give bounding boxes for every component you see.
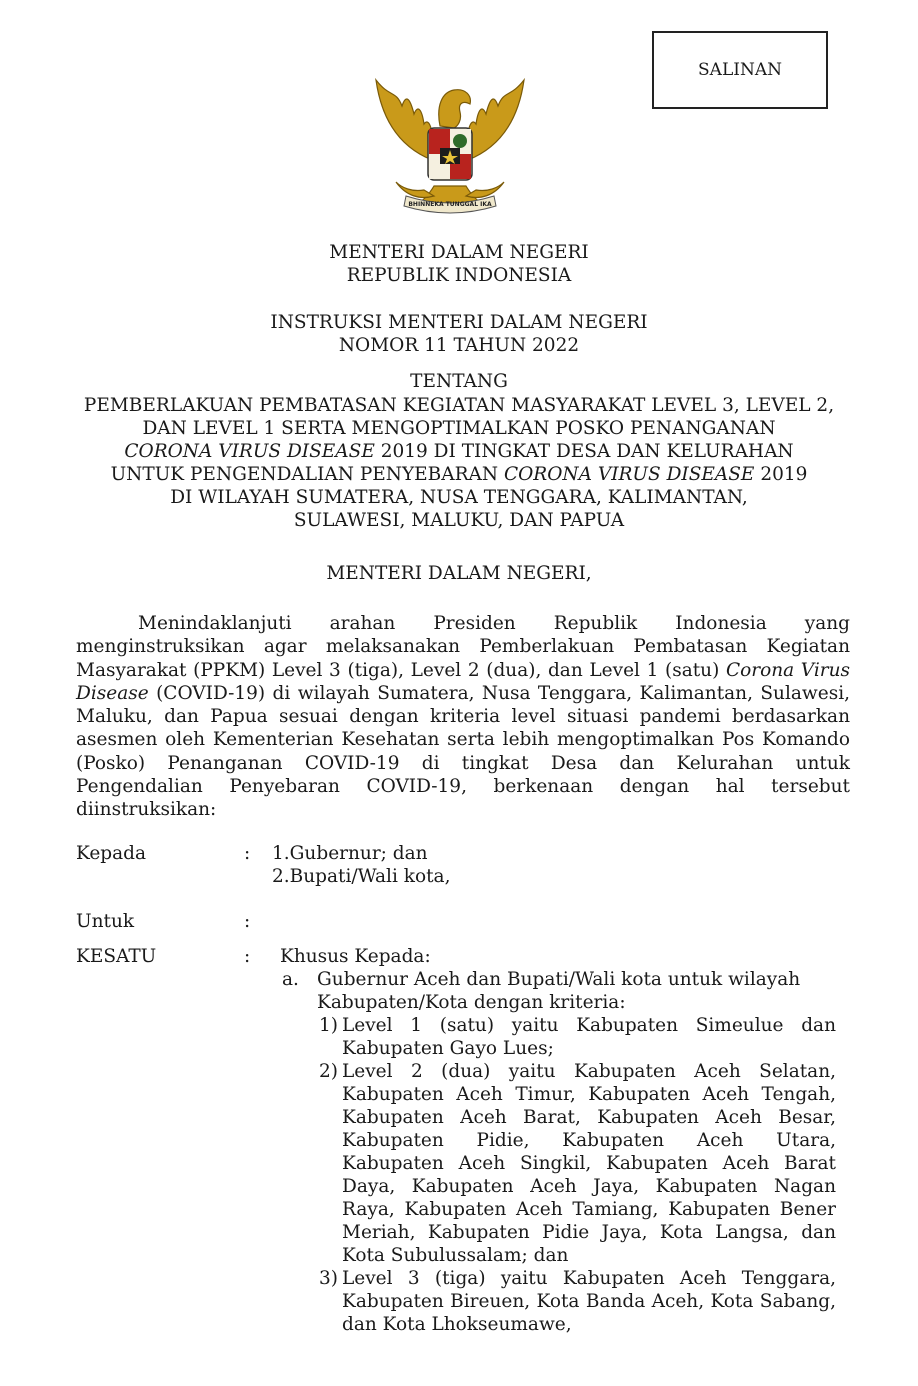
intro-part-1: Menindaklanjuti arahan Presiden Republik Indonesia yang menginstruksikan agar melaksanakan Pemberlakuan Pembatasan Kegiatan Masyarakat (PPKM) Level 3 (tiga), Level 2 (dua), dan Level 1 (satu) — [76, 613, 850, 681]
kesatu-label: KESATU — [76, 946, 157, 967]
tentang-label: TENTANG — [410, 371, 508, 392]
kepada-item-1-num: 1. — [272, 843, 290, 864]
untuk-colon: : — [244, 911, 251, 932]
kepada-colon: : — [244, 843, 251, 864]
republic-title: REPUBLIK INDONESIA — [346, 265, 572, 286]
intro-paragraph — [76, 612, 850, 822]
level-1-text: Level 1 (satu) yaitu Kabupaten Simeulue dan Kabupaten Gayo Lues; — [342, 1015, 836, 1059]
kepada-item-2 — [272, 865, 450, 888]
title-line-4-start: UNTUK PENGENDALIAN PENYEBARAN — [110, 464, 504, 485]
title-line-3-rest: 2019 DI TINGKAT DESA DAN KELURAHAN — [374, 441, 794, 462]
title-line-1: PEMBERLAKUAN PEMBATASAN KEGIATAN MASYARAKAT LEVEL 3, LEVEL 2, — [83, 395, 835, 416]
title-line-4 — [0, 463, 918, 486]
salinan-label: SALINAN — [698, 60, 782, 80]
minister-title: MENTERI DALAM NEGERI — [329, 242, 589, 263]
title-line-3 — [0, 440, 918, 463]
intro-part-2: (COVID-19) di wilayah Sumatera, Nusa Tenggara, Kalimantan, Sulawesi, Maluku, dan Papua sesuai dengan kriteria level situasi pandemi berdasarkan asesmen oleh Kementerian Kesehatan serta lebih mengoptimalkan Pos Komando (Posko) Penanganan COVID-19 di tingkat Desa dan Kelurahan untuk Pengendalian Penyebaran COVID-19, berkenaan dengan hal tersebut diinstruksikan: — [76, 682, 850, 821]
title-line-4-end: 2019 — [754, 464, 808, 485]
item-a-line-2: Kabupaten/Kota dengan kriteria: — [317, 992, 626, 1013]
title-italic-disease: CORONA VIRUS DISEASE — [124, 441, 375, 462]
level-2-text: Level 2 (dua) yaitu Kabupaten Aceh Selatan, Kabupaten Aceh Timur, Kabupaten Aceh Tengah, Kabupaten Aceh Barat, Kabupaten Aceh Besar, Kabupaten Pidie, Kabupaten Aceh Utara, Kabupaten Aceh Singkil, Kabupaten Aceh Barat Daya, Kabupaten Aceh Jaya, Kabupaten Nagan Raya, Kabupaten Aceh Tamiang, Kabupaten Bener Meriah, Kabupaten Pidie Jaya, Kota Langsa, dan Kota Subulussalam; dan — [342, 1061, 836, 1266]
title-line-5: DI WILAYAH SUMATERA, NUSA TENGGARA, KALIMANTAN, — [170, 487, 748, 508]
untuk-label: Untuk — [76, 911, 135, 932]
intro-italic-disease: Corona Virus Disease — [76, 659, 850, 704]
title-line-4-italic: CORONA VIRUS DISEASE — [503, 464, 755, 485]
kepada-item-2-num: 2. — [272, 866, 290, 887]
kepada-item-2-text: Bupati/Wali kota, — [289, 866, 451, 887]
item-a-marker: a. — [282, 969, 299, 990]
salinan-stamp — [652, 31, 828, 109]
garuda-emblem-icon — [362, 68, 538, 218]
instruction-title: INSTRUKSI MENTERI DALAM NEGERI — [270, 312, 648, 333]
kesatu-heading: Khusus Kepada: — [280, 946, 431, 967]
svg-text:BHINNEKA TUNGGAL IKA: BHINNEKA TUNGGAL IKA — [408, 201, 492, 208]
kepada-item-1 — [272, 842, 428, 865]
level-3-marker: 3) — [319, 1268, 338, 1289]
kepada-label: Kepada — [76, 843, 147, 864]
title-line-6: SULAWESI, MALUKU, DAN PAPUA — [293, 510, 625, 531]
item-a-line-1: Gubernur Aceh dan Bupati/Wali kota untuk wilayah — [317, 969, 801, 990]
level-1-marker: 1) — [319, 1015, 338, 1036]
level-3-text: Level 3 (tiga) yaitu Kabupaten Aceh Tenggara, Kabupaten Bireuen, Kota Banda Aceh, Kota Sabang, dan Kota Lhokseumawe, — [342, 1268, 836, 1335]
minister-signoff: MENTERI DALAM NEGERI, — [326, 563, 592, 584]
title-line-2: DAN LEVEL 1 SERTA MENGOPTIMALKAN POSKO PENANGANAN — [142, 418, 776, 439]
level-2-marker: 2) — [319, 1061, 338, 1082]
kepada-item-1-text: Gubernur; dan — [289, 843, 428, 864]
instruction-number: NOMOR 11 TAHUN 2022 — [338, 335, 580, 356]
kesatu-colon: : — [244, 946, 251, 967]
